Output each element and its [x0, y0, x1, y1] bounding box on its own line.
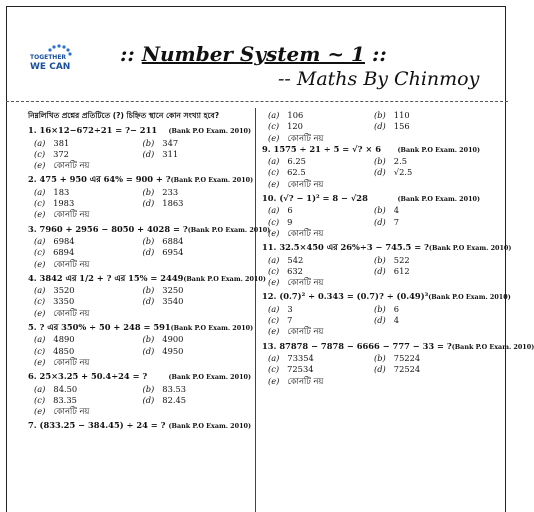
page-title	[120, 42, 490, 66]
option-value: 73354	[287, 352, 314, 363]
option-letter: (d)	[374, 364, 386, 375]
option-letter: (c)	[268, 315, 280, 326]
answer-option	[34, 285, 143, 296]
option-value: 75224	[393, 352, 421, 363]
option-letter: (e)	[34, 406, 46, 417]
answer-option	[143, 285, 252, 296]
question-text: 13. 87878 − 7878 − 6666 − 777 − 33 = ?	[262, 340, 452, 351]
option-value: 6984	[53, 235, 75, 246]
question-source: (Bank P.O Exam. 2010)	[168, 422, 251, 431]
option-letter: (a)	[268, 254, 280, 265]
option-letter: (d)	[374, 265, 386, 276]
question-source: (Bank P.O Exam. 2010)	[168, 127, 251, 136]
title-main: Number System ~ 1	[141, 42, 365, 66]
option-value: 6.25	[287, 156, 306, 167]
option-value: √2.5	[393, 167, 413, 178]
answer-option	[268, 133, 480, 144]
option-value: কোনটি নয়	[287, 326, 324, 337]
option-value: কোনটি নয়	[53, 209, 90, 220]
question-item	[28, 223, 271, 270]
answer-option	[268, 376, 480, 387]
option-letter: (d)	[142, 198, 155, 209]
answer-option	[374, 255, 480, 266]
logo-text-2: WE CAN	[30, 62, 71, 72]
question-source: (Bank P.O Exam. 2010)	[451, 342, 534, 351]
option-letter: (a)	[268, 110, 280, 120]
option-letter: (d)	[374, 167, 386, 178]
option-letter: (c)	[34, 394, 46, 405]
question-source: (Bank P.O Exam. 2010)	[397, 195, 480, 204]
question-line	[262, 193, 480, 205]
answer-option	[34, 357, 251, 368]
answer-option	[143, 187, 252, 198]
answer-option	[34, 209, 251, 220]
answer-option	[34, 346, 143, 357]
option-letter: (b)	[142, 334, 155, 345]
option-letter: (b)	[374, 303, 386, 314]
answer-option	[34, 160, 251, 171]
answer-option	[143, 334, 252, 345]
option-letter: (e)	[268, 132, 280, 143]
question-item	[28, 420, 251, 432]
option-letter: (a)	[34, 235, 46, 246]
left-border	[6, 6, 7, 512]
option-value: কোনটি নয়	[53, 258, 90, 269]
option-value: কোনটি নয়	[53, 406, 90, 417]
option-letter: (a)	[34, 186, 46, 197]
answer-option	[34, 308, 251, 319]
option-letter: (b)	[142, 186, 155, 197]
question-text: 4. 3842 এর 1/2 + ? এর 15% = 2449	[28, 272, 184, 283]
option-letter: (e)	[34, 356, 46, 367]
option-letter: (c)	[268, 121, 280, 132]
option-value: 82.45	[162, 394, 187, 405]
question-text: 12. (0.7)² ÷ 0.343 = (0.7)? ÷ (0.49)³	[262, 291, 429, 302]
option-value: 2.5	[393, 156, 407, 167]
answer-option	[268, 179, 480, 190]
question-line	[28, 223, 271, 236]
answer-option	[143, 247, 252, 258]
answer-option	[268, 315, 374, 326]
option-value: 4950	[162, 345, 184, 356]
option-value: 4890	[53, 334, 75, 345]
question-text: 1. 16×12−672÷21 = ?− 211	[28, 125, 158, 136]
answer-option	[34, 384, 143, 395]
option-letter: (c)	[34, 247, 46, 258]
question-line	[28, 125, 251, 137]
answer-option	[374, 110, 480, 121]
answer-option	[268, 156, 374, 167]
option-value: কোনটি নয়	[287, 132, 324, 143]
option-value: 4900	[162, 334, 184, 345]
option-letter: (c)	[34, 296, 46, 307]
question-source: (Bank P.O Exam. 2010)	[428, 293, 511, 302]
answer-option	[34, 406, 251, 417]
question-line	[28, 322, 254, 334]
option-value: 522	[393, 254, 410, 265]
question-8-options	[262, 110, 480, 144]
question-item	[262, 193, 480, 239]
options-grid	[28, 285, 251, 319]
option-value: 62.5	[287, 167, 306, 178]
right-column	[262, 110, 534, 390]
answer-option	[34, 334, 143, 345]
options-grid	[28, 236, 251, 270]
question-item	[28, 371, 251, 417]
answer-option	[268, 326, 480, 337]
column-divider	[255, 108, 256, 512]
option-letter: (c)	[34, 198, 46, 209]
question-source: (Bank P.O Exam. 2010)	[187, 225, 271, 234]
option-value: 372	[53, 148, 69, 159]
question-text: 11. 32.5×450 এর 26%÷3 − 745.5 = ?	[262, 242, 429, 253]
question-line	[262, 291, 511, 303]
option-value: 7	[393, 216, 400, 227]
option-letter: (c)	[34, 345, 46, 356]
question-line	[262, 144, 480, 156]
option-value: 4	[393, 315, 400, 326]
option-letter: (e)	[268, 375, 280, 386]
option-letter: (e)	[268, 326, 280, 337]
option-letter: (c)	[268, 216, 280, 227]
option-value: কোনটি নয়	[287, 375, 324, 386]
option-letter: (b)	[374, 205, 386, 216]
answer-option	[374, 217, 480, 228]
question-text: 6. 25×3.25 + 50.4÷24 = ?	[28, 371, 148, 382]
answer-option	[143, 138, 252, 149]
option-value: 542	[287, 254, 304, 265]
logo	[30, 44, 92, 88]
options-grid	[28, 138, 251, 172]
option-value: 84.50	[53, 383, 78, 394]
option-value: 3350	[53, 296, 75, 307]
option-letter: (d)	[142, 345, 155, 356]
question-source: (Bank P.O Exam. 2010)	[397, 145, 480, 154]
answer-option	[268, 110, 374, 121]
answer-option	[34, 187, 143, 198]
question-item	[262, 242, 512, 288]
answer-option	[143, 236, 252, 247]
options-grid	[262, 304, 480, 338]
option-value: কোনটি নয়	[287, 227, 324, 238]
question-item	[28, 272, 266, 319]
option-letter: (e)	[34, 209, 46, 220]
question-text: 5. ? এর 350% ÷ 50 + 248 = 591	[28, 322, 171, 333]
option-letter: (b)	[374, 110, 386, 120]
option-value: কোনটি নয়	[287, 178, 324, 189]
top-border	[6, 6, 506, 7]
option-letter: (d)	[142, 247, 155, 258]
option-value: 183	[53, 186, 70, 197]
page-subtitle: -- Maths By Chinmoy	[278, 68, 480, 90]
answer-option	[34, 395, 143, 406]
question-item	[28, 322, 254, 368]
option-value: 3	[287, 303, 293, 314]
answer-option	[34, 138, 143, 149]
option-value: 9	[287, 216, 293, 227]
option-value: কোনটি নয়	[53, 356, 90, 367]
options-grid	[262, 255, 480, 289]
option-value: 3540	[162, 296, 184, 307]
answer-option	[268, 277, 480, 288]
answer-option	[374, 266, 480, 277]
option-value: 156	[393, 121, 410, 132]
options-grid	[28, 384, 251, 418]
answer-option	[374, 156, 480, 167]
option-value: 83.53	[162, 383, 187, 394]
question-source: (Bank P.O Exam. 2010)	[183, 274, 266, 283]
option-letter: (d)	[142, 148, 155, 159]
option-letter: (d)	[142, 296, 155, 307]
answer-option	[374, 304, 480, 315]
option-letter: (e)	[34, 160, 46, 171]
answer-option	[268, 364, 374, 375]
option-value: 6	[287, 205, 293, 216]
answer-option	[34, 149, 143, 160]
question-item	[262, 340, 534, 387]
options-grid	[28, 187, 251, 221]
option-letter: (e)	[268, 227, 280, 238]
question-text: 3. 7960 + 2956 − 8050 + 4028 = ?	[28, 223, 188, 234]
option-letter: (b)	[374, 352, 386, 363]
option-letter: (e)	[268, 178, 280, 189]
option-letter: (b)	[374, 156, 386, 167]
answer-option	[143, 198, 252, 209]
option-value: 7	[287, 315, 293, 326]
answer-option	[374, 121, 480, 132]
options-grid	[262, 205, 480, 239]
option-value: কোনটি নয়	[53, 160, 90, 171]
answer-option	[374, 364, 480, 375]
option-value: 6	[393, 303, 400, 314]
left-question-list	[28, 125, 271, 432]
left-column	[28, 110, 271, 436]
title-suffix: ::	[371, 42, 387, 66]
option-value: 3520	[53, 285, 75, 296]
option-value: 4	[393, 205, 400, 216]
answer-option	[143, 346, 252, 357]
option-letter: (c)	[268, 265, 280, 276]
option-letter: (a)	[34, 383, 46, 394]
right-question-list	[262, 143, 534, 387]
option-value: 83.35	[53, 394, 77, 405]
answer-option	[268, 205, 374, 216]
title-prefix: ::	[120, 42, 135, 66]
question-line	[28, 174, 254, 186]
answer-option	[34, 236, 143, 247]
option-letter: (d)	[374, 121, 386, 132]
option-value: 4850	[53, 345, 75, 356]
option-letter: (a)	[34, 285, 46, 296]
option-value: কোনটি নয়	[287, 277, 324, 288]
option-value: 6894	[53, 247, 75, 258]
question-text: 7. (833.25 − 384.45) ÷ 24 = ?	[28, 420, 166, 431]
option-value: 1983	[53, 198, 75, 209]
option-value: 381	[53, 137, 70, 148]
answer-option	[268, 266, 374, 277]
option-value: 347	[162, 137, 179, 148]
option-letter: (d)	[374, 315, 386, 326]
question-source: (Bank P.O Exam. 2010)	[170, 324, 254, 333]
option-letter: (a)	[268, 303, 280, 314]
option-letter: (a)	[268, 352, 280, 363]
question-text: 2. 475 + 950 এর 64% = 900 + ?	[28, 174, 171, 185]
option-letter: (b)	[142, 235, 155, 246]
option-value: 110	[393, 110, 410, 120]
option-value: 72534	[287, 364, 314, 375]
option-value: 1863	[162, 198, 184, 209]
question-source: (Bank P.O Exam. 2010)	[168, 373, 251, 382]
answer-option	[34, 259, 251, 270]
question-line	[28, 371, 251, 383]
option-letter: (b)	[142, 383, 155, 394]
option-letter: (b)	[374, 254, 386, 265]
option-value: 6884	[162, 235, 184, 246]
question-item	[28, 174, 254, 220]
option-letter: (b)	[142, 137, 155, 148]
option-value: 6954	[162, 247, 184, 258]
option-value: 72524	[393, 364, 421, 375]
answer-option	[143, 384, 252, 395]
option-value: 106	[287, 110, 304, 120]
answer-option	[143, 296, 252, 307]
right-border	[505, 6, 506, 512]
option-value: কোনটি নয়	[53, 307, 90, 318]
option-letter: (c)	[268, 364, 280, 375]
answer-option	[143, 149, 252, 160]
answer-option	[268, 121, 374, 132]
option-letter: (e)	[268, 277, 280, 288]
answer-option	[268, 304, 374, 315]
answer-option	[34, 198, 143, 209]
options-grid	[262, 353, 480, 387]
option-letter: (a)	[268, 205, 280, 216]
question-line	[28, 420, 251, 432]
answer-option	[268, 255, 374, 266]
options-grid	[262, 156, 480, 190]
option-value: 311	[162, 148, 179, 159]
answer-option	[374, 205, 480, 216]
answer-option	[268, 353, 374, 364]
option-letter: (a)	[34, 334, 46, 345]
answer-option	[374, 167, 480, 178]
question-source: (Bank P.O Exam. 2010)	[170, 176, 254, 185]
instruction-text: নিম্নলিখিত প্রশ্নের প্রতিটিতে (?) চিহ্নিত স্থানে কোন সংখ্যা হবে?	[28, 111, 220, 120]
question-text: 9. 1575 ÷ 21 ÷ 5 = √? × 6	[262, 143, 381, 154]
answer-option	[34, 247, 143, 258]
option-letter: (d)	[374, 216, 386, 227]
question-item	[28, 125, 251, 171]
option-letter: (e)	[34, 307, 46, 318]
header-divider	[6, 101, 508, 102]
option-letter: (a)	[268, 156, 280, 167]
option-letter: (b)	[142, 285, 155, 296]
question-item	[262, 144, 480, 190]
option-letter: (c)	[34, 148, 46, 159]
option-value: 120	[287, 121, 303, 132]
answer-option	[34, 296, 143, 307]
option-value: 233	[162, 186, 179, 197]
answer-option	[374, 353, 480, 364]
option-letter: (d)	[142, 394, 155, 405]
option-letter: (c)	[268, 167, 280, 178]
option-value: 612	[393, 265, 410, 276]
options-grid	[28, 334, 251, 368]
question-item	[262, 291, 511, 337]
answer-option	[268, 228, 480, 239]
question-line	[262, 340, 534, 353]
question-source: (Bank P.O Exam. 2010)	[428, 244, 512, 253]
option-letter: (e)	[34, 258, 46, 269]
question-text: 10. (√? − 1)² = 8 − √28	[262, 193, 368, 204]
option-letter: (a)	[34, 137, 46, 148]
logo-text-1: TOGETHER	[30, 54, 67, 61]
option-value: 3250	[162, 285, 184, 296]
answer-option	[374, 315, 480, 326]
answer-option	[268, 217, 374, 228]
answer-option	[268, 167, 374, 178]
answer-option	[143, 395, 252, 406]
question-line	[28, 272, 266, 285]
question-line	[262, 242, 512, 254]
option-value: 632	[287, 265, 303, 276]
